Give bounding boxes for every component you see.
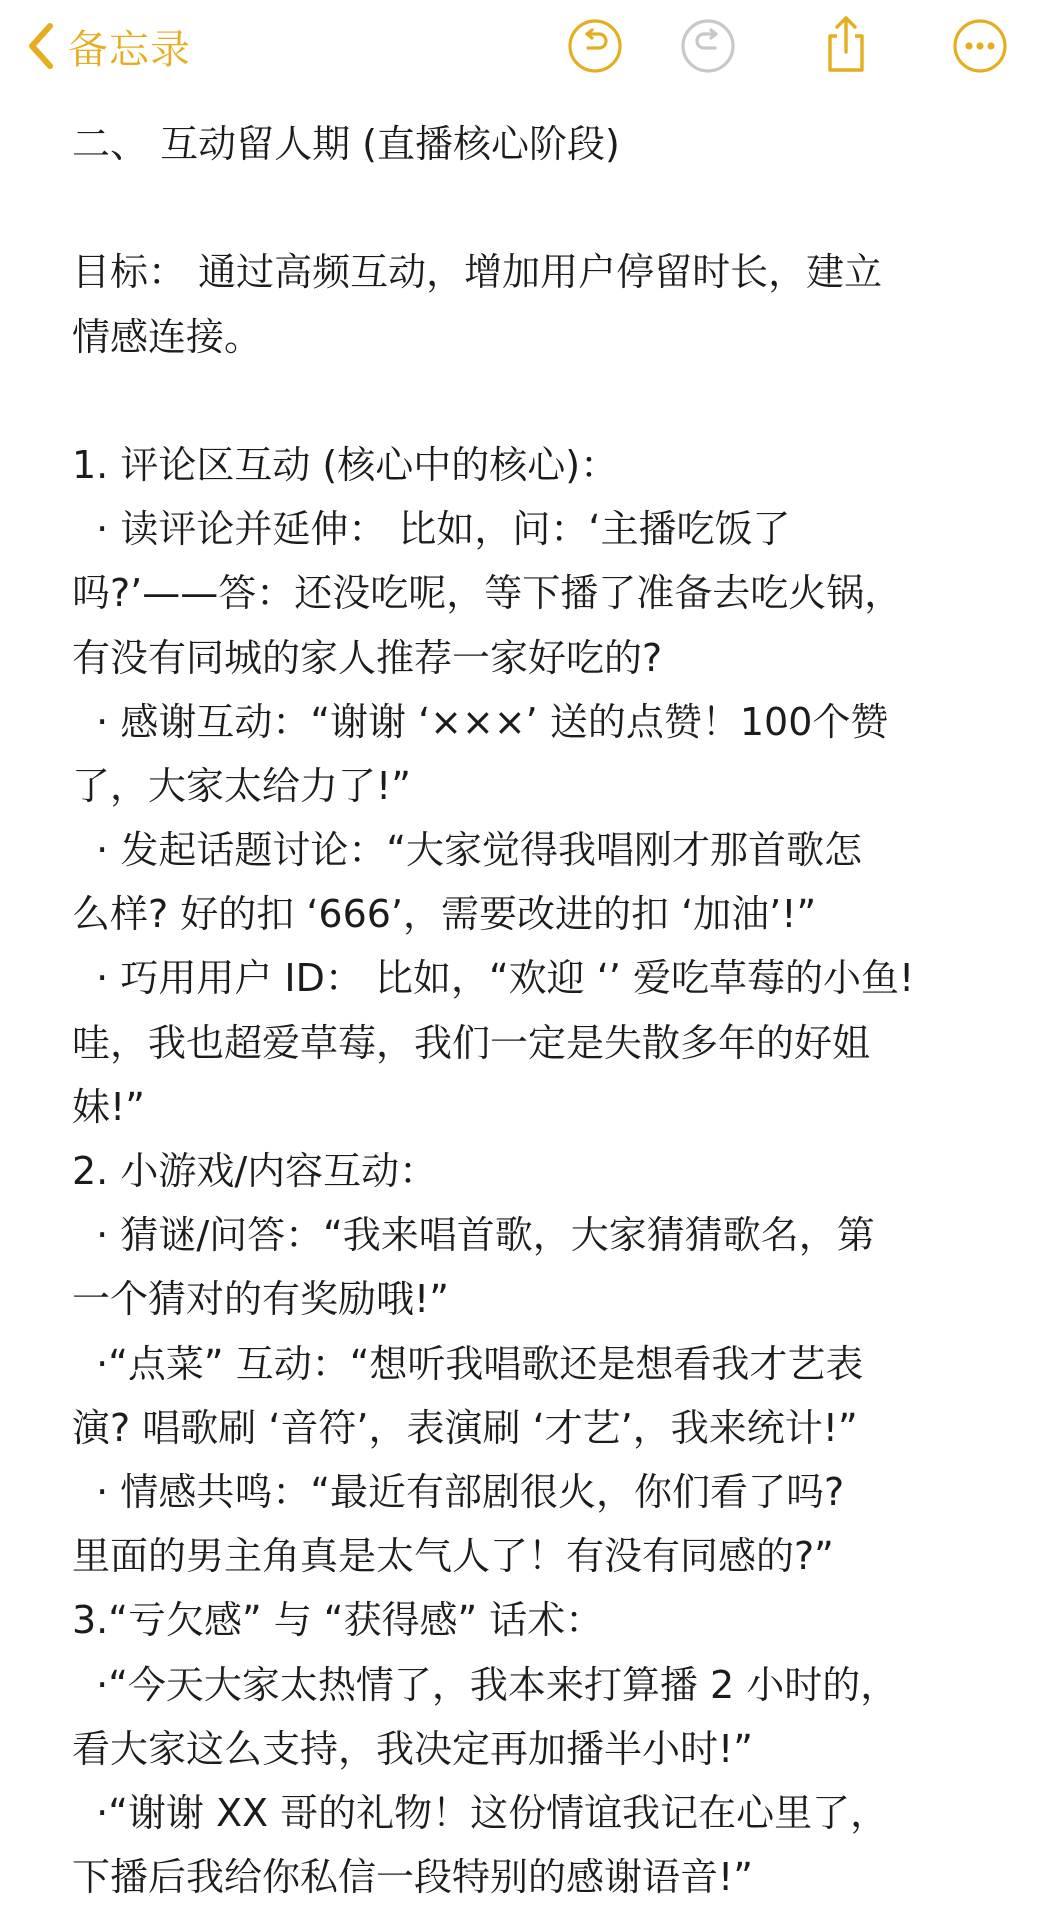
note-line: 里面的男主角真是太气人了！有没有同感的?” xyxy=(72,1534,834,1579)
note-line: ·“点菜” 互动：“想听我唱歌还是想看我才艺表 xyxy=(72,1341,864,1386)
note-line: 目标： 通过高频互动，增加用户停留时长，建立 xyxy=(72,250,883,295)
undo-button[interactable] xyxy=(567,18,623,74)
note-line: 了，大家太给力了!” xyxy=(72,763,411,808)
note-line: 妹!” xyxy=(72,1084,145,1129)
note-line: · 发起话题讨论：“大家觉得我唱刚才那首歌怎 xyxy=(72,828,863,873)
more-button[interactable] xyxy=(952,18,1008,74)
note-line: 吗?’——答：还没吃呢，等下播了准备去吃火锅， xyxy=(72,571,903,616)
chevron-left-icon xyxy=(28,23,54,69)
more-icon xyxy=(952,18,1008,74)
note-line: · 情感共鸣：“最近有部剧很火，你们看了吗? xyxy=(72,1469,845,1514)
note-line: · 猜谜/问答：“我来唱首歌，大家猜猜歌名，第 xyxy=(72,1213,875,1258)
note-line: 看大家这么支持，我决定再加播半小时!” xyxy=(72,1726,753,1771)
note-line: 3.“亏欠感” 与 “获得感” 话术： xyxy=(72,1598,604,1643)
note-line xyxy=(72,176,1002,240)
note-line: ·“谢谢 XX 哥的礼物！这份情谊我记在心里了， xyxy=(72,1790,889,1835)
note-line: · 读评论并延伸： 比如，问：‘主播吃饭了 xyxy=(72,507,791,552)
note-line: 情感连接。 xyxy=(72,314,263,359)
note-line: 哇，我也超爱草莓，我们一定是失散多年的好姐 xyxy=(72,1020,871,1065)
note-line: · 感谢互动：“谢谢 ‘×××’ 送的点赞！100个赞 xyxy=(72,699,889,744)
back-button-label: 备忘录 xyxy=(68,26,191,73)
undo-icon xyxy=(567,18,623,74)
note-line: 么样? 好的扣 ‘666’，需要改进的扣 ‘加油’!” xyxy=(72,892,817,937)
note-line: 下播后我给你私信一段特别的感谢语音!” xyxy=(72,1855,753,1900)
navigation-bar xyxy=(0,0,1054,96)
note-line: 有没有同城的家人推荐一家好吃的? xyxy=(72,635,663,680)
note-line: 1. 评论区互动 (核心中的核心)： xyxy=(72,442,619,487)
note-line: · 巧用用户 ID： 比如，“欢迎 ‘’ 爱吃草莓的小鱼! xyxy=(72,956,915,1001)
back-button[interactable] xyxy=(28,16,191,76)
share-icon xyxy=(818,12,874,76)
note-line: ·“今天大家太热情了，我本来打算播 2 小时的， xyxy=(72,1662,899,1707)
share-button[interactable] xyxy=(818,12,874,68)
note-line xyxy=(72,369,1002,433)
redo-icon xyxy=(680,18,736,74)
note-line: 一个猜对的有奖励哦!” xyxy=(72,1277,449,1322)
note-line: 2. 小游戏/内容互动： xyxy=(72,1149,438,1193)
note-line: 演? 唱歌刷 ‘音符’，表演刷 ‘才艺’，我来统计!” xyxy=(72,1405,858,1450)
note-heading: 二、 互动留人期 (直播核心阶段) xyxy=(72,122,620,166)
redo-button[interactable] xyxy=(680,18,736,74)
note-body[interactable] xyxy=(72,112,1002,1909)
